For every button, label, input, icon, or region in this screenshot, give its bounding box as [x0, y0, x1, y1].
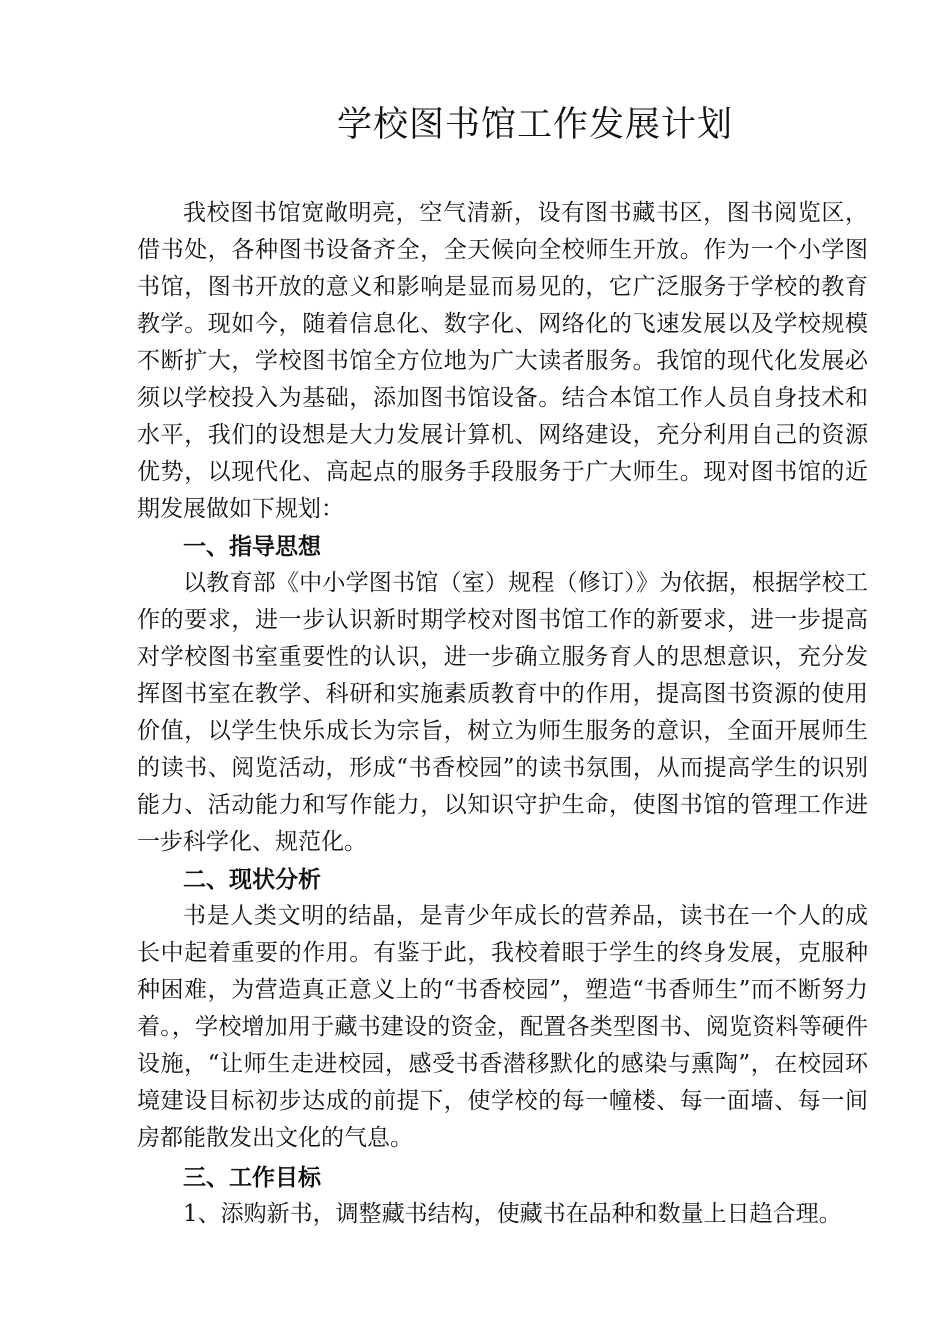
section-text-status-analysis: 书是人类文明的结晶，是青少年成长的营养品，读书在一个人的成长中起着重要的作用。有鉴于此，我校着眼于学生的终身发展，克服种种困难，为营造真正意义上的“书香校园”，塑造“书香师生”而不断努力着。，学校增加用于藏书建设的资金，配置各类型图书、阅览资料等硬件设施，“让师生走进校园，感受书香潜移默化的感染与熏陶”，在校园环境建设目标初步达成的前提下，使学校的每一幢楼、每一面墙、每一间房都能散发出文化的气息。: [137, 903, 868, 1151]
section-text-guiding-ideology: 以教育部《中小学图书馆（室）规程（修订）》为依据，根据学校工作的要求，进一步认识新时期学校对图书馆工作的新要求，进一步提高对学校图书室重要性的认识，进一步确立服务育人的思想意识，充分发挥图书室在教学、科研和实施素质教育中的作用，提高图书资源的使用价值，以学生快乐成长为宗旨，树立为师生服务的意识，全面开展师生的读书、阅览活动，形成“书香校园”的读书氛围，从而提高学生的识别能力、活动能力和写作能力，以知识守护生命，使图书馆的管理工作进一步科学化、规范化。: [137, 570, 868, 855]
section-heading-guiding-ideology: 一、指导思想: [183, 533, 321, 560]
intro-paragraph: 我校图书馆宽敞明亮，空气清新，设有图书藏书区，图书阅览区，借书处，各种图书设备齐全，全天候向全校师生开放。作为一个小学图书馆，图书开放的意义和影响是显而易见的，它广泛服务于学校的教育教学。现如今，随着信息化、数字化、网络化的飞速发展以及学校规模不断扩大，学校图书馆全方位地为广大读者服务。我馆的现代化发展必须以学校投入为基础，添加图书馆设备。结合本馆工作人员自身技术和水平，我们的设想是大力发展计算机、网络建设，充分利用自己的资源优势，以现代化、高起点的服务手段服务于广大师生。现对图书馆的近期发展做如下规划：: [137, 200, 868, 522]
section-heading-status-analysis: 二、现状分析: [183, 866, 321, 893]
work-goal-item: 1、添购新书，调整藏书结构，使藏书在品种和数量上日趋合理。: [183, 1201, 842, 1227]
section-heading-work-goals: 三、工作目标: [183, 1164, 321, 1191]
document-body: [137, 195, 868, 1233]
document-title: 学校图书馆工作发展计划: [336, 105, 733, 145]
